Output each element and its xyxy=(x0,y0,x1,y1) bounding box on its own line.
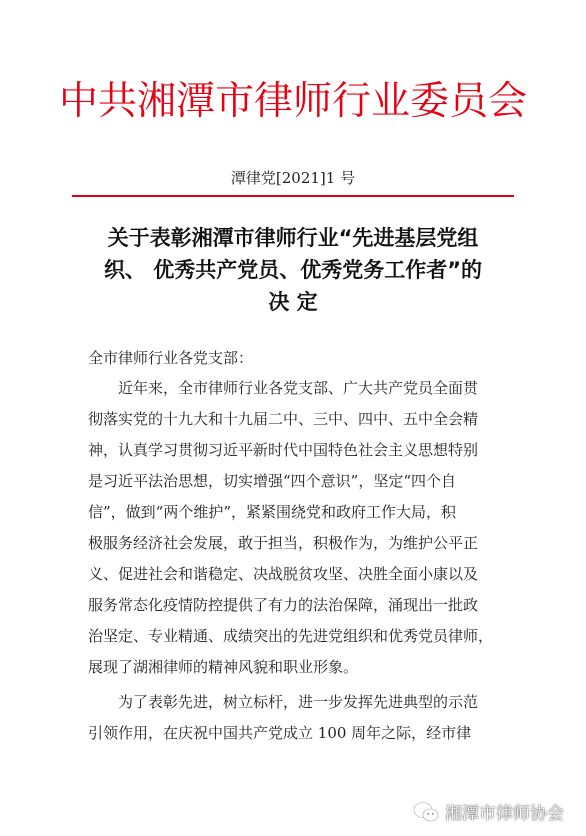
paragraph-line: 彻落实党的十九大和十九届二中、三中、四中、五中全会精 xyxy=(88,410,479,428)
watermark-label: 湘潭市律师协会 xyxy=(445,804,564,824)
paragraph-line: 义、促进社会和谐稳定、决战脱贫攻坚、决胜全面小康以及 xyxy=(88,565,479,583)
wechat-icon xyxy=(413,801,439,823)
title-line: 关于表彰湘潭市律师行业“先进基层党组 xyxy=(107,226,479,250)
issuing-organization-header: 中共湘潭市律师行业委员会 xyxy=(58,79,527,124)
paragraph-line: 极服务经济社会发展，敢于担当，积极作为，为维护公平正 xyxy=(88,534,479,552)
paragraph-line: 引领作用，在庆祝中国共产党成立 100 周年之际，经市律 xyxy=(88,724,472,742)
paragraph-line: 神，认真学习贯彻习近平新时代中国特色社会主义思想特别 xyxy=(88,441,479,459)
paragraph-line: 近年来，全市律师行业各党支部、广大共产党员全面贯 xyxy=(118,379,479,397)
paragraph-line: 服务常态化疫情防控提供了有力的法治保障，涌现出一批政 xyxy=(88,596,479,614)
paragraph-line: 信”，做到“两个维护”，紧紧围绕党和政府工作大局，积 xyxy=(88,503,457,521)
body-paragraph-1 xyxy=(88,373,508,683)
paragraph-line: 展现了湖湘律师的精神风貌和职业形象。 xyxy=(88,658,359,676)
document-number: 潭律党[2021]1 号 xyxy=(230,169,356,187)
paragraph-line: 是习近平法治思想，切实增强“四个意识”，坚定“四个自 xyxy=(88,472,457,490)
paragraph-line: 治坚定、专业精通、成绩突出的先进党组织和优秀党员律师， xyxy=(88,627,494,645)
body-paragraph-2 xyxy=(88,687,508,749)
title-line: 决 定 xyxy=(268,290,318,314)
title-line: 织、 优秀共产党员、优秀党务工作者”的 xyxy=(103,258,483,282)
document-title xyxy=(60,222,526,318)
wechat-account-watermark xyxy=(413,799,564,824)
salutation: 全市律师行业各党支部： xyxy=(88,349,254,367)
red-divider-line xyxy=(72,195,514,197)
paragraph-line: 为了表彰先进，树立标杆，进一步发挥先进典型的示范 xyxy=(118,693,479,711)
